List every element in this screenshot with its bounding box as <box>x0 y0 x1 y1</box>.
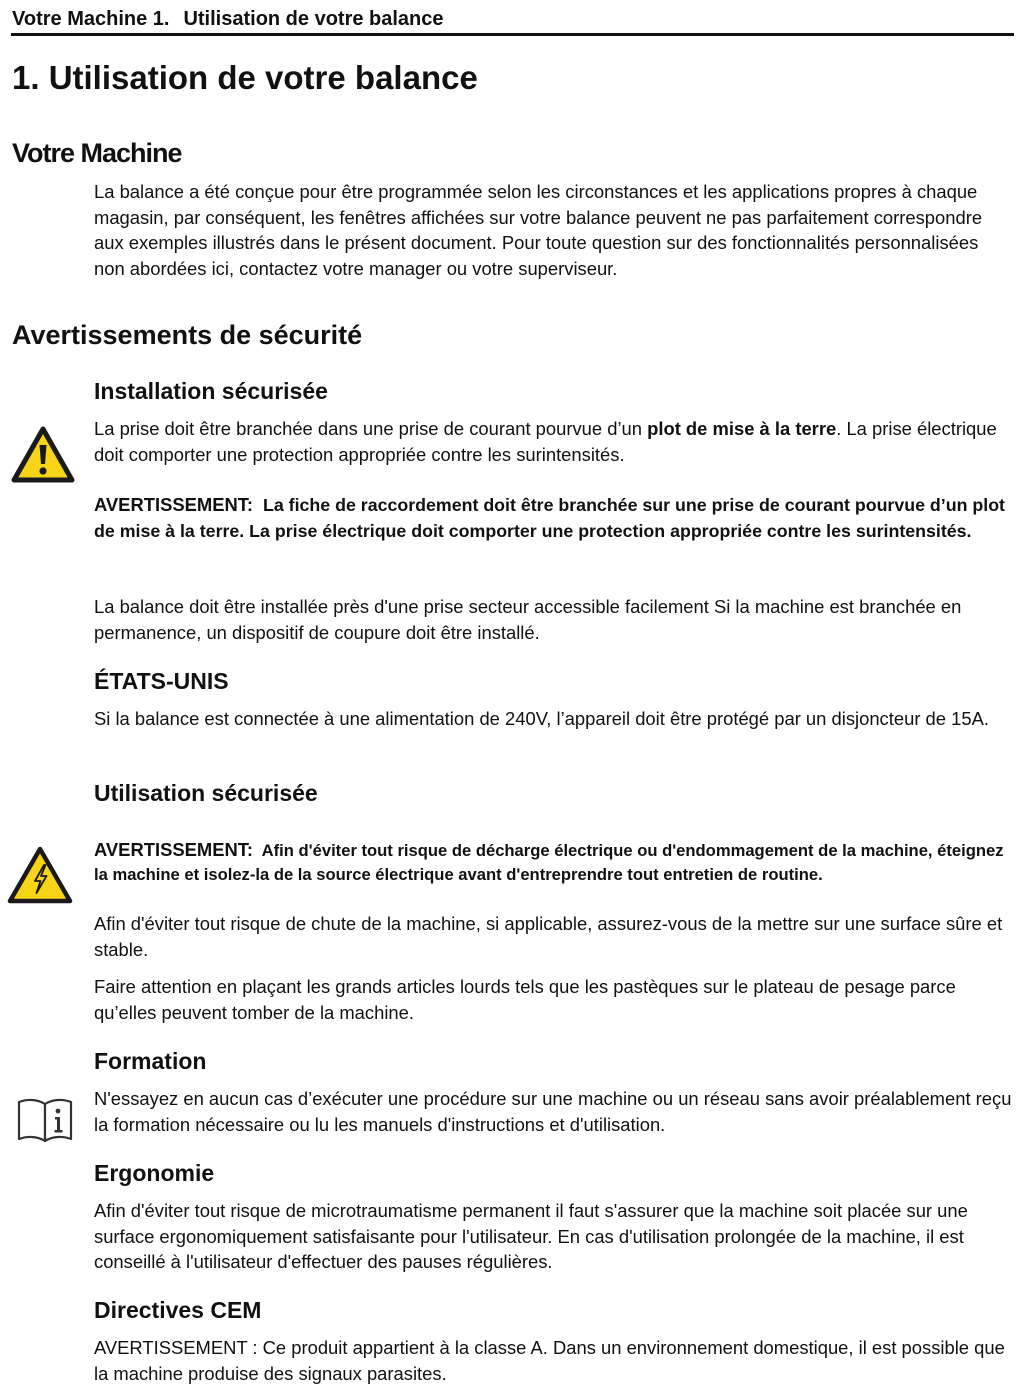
utilisation-warning <box>94 838 1012 887</box>
votre-machine-text: La balance a été conçue pour être programmée selon les circonstances et les applications propres à chaque magasin, par conséquent, les fenêtres affichées sur votre balance peuvent ne pas parfaitement correspondre aux exemples illustrés dans le présent document. Pour toute question sur des fonctionnalités personnalisées non abordées ici, contactez votre manager ou votre superviseur. <box>94 181 983 279</box>
running-header-left: Votre Machine 1. <box>12 8 170 30</box>
warning-label: AVERTISSEMENT: <box>94 494 254 515</box>
formation-text: N'essayez en aucun cas d’exécuter une procédure sur une machine ou un réseau sans avoir préalablement reçu la formation nécessaire ou lu les manuels d'instructions et d'utilisation. <box>94 1088 1012 1135</box>
utilisation-text-1: Afin d'éviter tout risque de chute de la machine, si applicable, assurez-vous de la mettre sur une surface sûre et stable. <box>94 913 1003 960</box>
cem-text: AVERTISSEMENT : Ce produit appartient à la classe A. Dans un environnement domestique, il est possible que la machine produise des signaux parasites. <box>94 1337 1005 1384</box>
subheading-utilisation: Utilisation sécurisée <box>94 780 318 806</box>
read-manual-info-icon <box>15 1095 75 1145</box>
subheading-usa: ÉTATS-UNIS <box>94 668 229 694</box>
subheading-installation: Installation sécurisée <box>94 378 328 404</box>
utilisation-text-2: Faire attention en plaçant les grands articles lourds tels que les pastèques sur le plateau de pesage parce qu’elles peuvent tomber de la machine. <box>94 976 956 1023</box>
electric-shock-warning-icon <box>7 846 73 904</box>
section-heading-safety: Avertissements de sécurité <box>12 320 363 350</box>
ergonomie-text: Afin d'éviter tout risque de microtraumatisme permanent il faut s'assurer que la machine soit placée sur une surface ergonomiquement satisfaisante pour l'utilisateur. En cas d'utilisation prolongée de la machine, il est conseillé à l'utilisateur d'effectuer des pauses régulières. <box>94 1200 968 1272</box>
running-header-right: Utilisation de votre balance <box>183 8 444 30</box>
installation-warning <box>94 492 1012 544</box>
warning-label: AVERTISSEMENT: <box>94 839 254 860</box>
installation-text: La prise doit être branchée dans une prise de courant pourvue d’un plot de mise à la terre. La prise électrique doit comporter une protection appropriée contre les surintensités. <box>94 418 997 465</box>
header-rule <box>11 33 1014 36</box>
warning-text: Afin d'éviter tout risque de décharge électrique ou d'endommagement de la machine, éteignez la machine et isolez-la de la source électrique avant d'entreprendre tout entretien de routine. <box>94 841 1004 884</box>
running-header <box>12 7 1013 31</box>
installation-placement-text: La balance doit être installée près d'une prise secteur accessible facilement Si la machine est branchée en permanence, un dispositif de coupure doit être installé. <box>94 596 962 643</box>
subheading-formation: Formation <box>94 1048 207 1074</box>
usa-text: Si la balance est connectée à une alimentation de 240V, l’appareil doit être protégé par un disjoncteur de 15A. <box>94 708 989 729</box>
subheading-ergonomie: Ergonomie <box>94 1160 215 1186</box>
warning-text: La fiche de raccordement doit être branchée sur une prise de courant pourvue d’un plot de mise à la terre. La prise électrique doit comporter une protection appropriée contre les surintensités. <box>94 495 1005 541</box>
page-title: 1. Utilisation de votre balance <box>12 59 478 96</box>
section-heading-votre-machine: Votre Machine <box>12 138 182 168</box>
warning-triangle-exclamation-icon <box>11 426 75 484</box>
subheading-cem: Directives CEM <box>94 1297 262 1323</box>
